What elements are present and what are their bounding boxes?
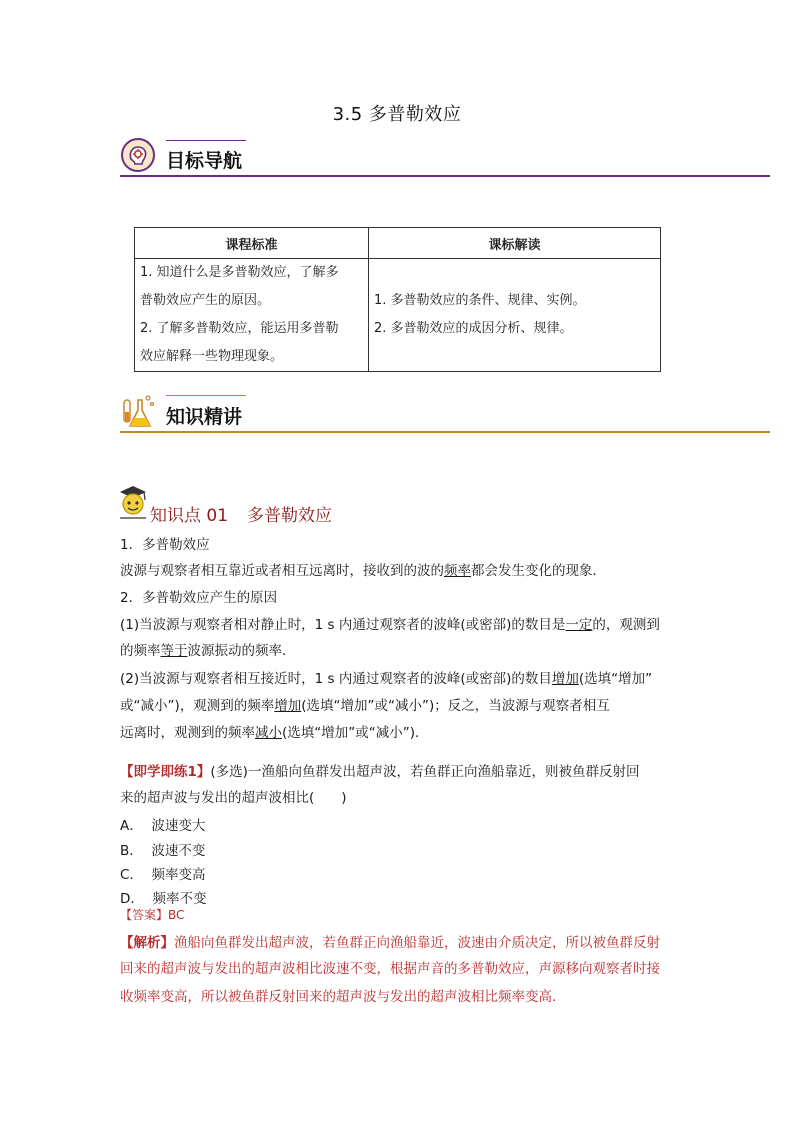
option-text: 频率不变 xyxy=(152,891,207,907)
option-letter: C． xyxy=(120,867,143,883)
text-span: (选填“增加” xyxy=(578,671,653,687)
paragraph-line xyxy=(120,640,296,662)
option-letter: A． xyxy=(120,818,143,834)
knowledge-point-label: 知识点 01 xyxy=(150,506,229,526)
text-span: 渔船向鱼群发出超声波，若鱼群正向渔船靠近，波速由介质决定，所以被鱼群反射 xyxy=(174,935,660,951)
text-span: 波源振动的频率． xyxy=(187,643,296,659)
table-header-standard: 课程标准 xyxy=(135,228,369,259)
table-header-row xyxy=(135,228,661,259)
option-text: 频率变高 xyxy=(151,867,206,883)
table-cell-line: 2. 了解多普勒效应，能运用多普勒 xyxy=(140,321,339,336)
paragraph-line xyxy=(120,695,610,717)
text-span: (选填“增加”或“减小”)；反之，当波源与观察者相互 xyxy=(301,698,610,714)
underlined-answer: 减小 xyxy=(255,725,282,741)
table-cell-interpretation xyxy=(369,259,661,372)
underlined-answer: 增加 xyxy=(551,671,579,687)
answer-label: 【答案】 xyxy=(120,908,169,922)
option-b xyxy=(120,840,205,862)
option-letter: D． xyxy=(120,891,144,907)
analysis-label: 【解析】 xyxy=(120,935,174,951)
table-cell-line: 效应解释一些物理现象。 xyxy=(140,349,284,364)
option-text: 波速不变 xyxy=(151,843,206,859)
table-row xyxy=(135,259,661,372)
section-header-top-rule xyxy=(166,140,246,141)
option-c xyxy=(120,864,206,886)
text-span: 的，观测到 xyxy=(592,617,660,633)
answer-line xyxy=(120,904,184,926)
underlined-answer: 等于 xyxy=(160,643,188,659)
brain-gear-icon xyxy=(120,137,156,173)
lab-flask-icon xyxy=(120,392,156,428)
table-cell-line: 2. 多普勒效应的成因分析、规律。 xyxy=(374,321,573,336)
text-span: 或“减小”)，观测到的频率 xyxy=(120,698,275,714)
analysis-line: 收频率变高，所以被鱼群反射回来的超声波与发出的超声波相比频率变高． xyxy=(120,989,566,1005)
section-header-bottom-rule xyxy=(120,175,770,177)
exercise-question xyxy=(120,761,639,783)
text-span: 都会发生变化的现象． xyxy=(471,563,606,579)
text-span: 的频率 xyxy=(120,643,161,659)
analysis-line xyxy=(120,932,660,954)
page-title: 3.5 多普勒效应 xyxy=(332,104,462,125)
table-cell-standard xyxy=(135,259,369,372)
answer-value: BC xyxy=(168,908,185,922)
heading-1: 1．多普勒效应 xyxy=(120,537,210,553)
knowledge-point-title: 多普勒效应 xyxy=(247,506,332,526)
text-span: 波源与观察者相互靠近或者相互远离时，接收到的波的 xyxy=(120,563,444,579)
table-cell-line: 普勒效应产生的原因。 xyxy=(140,293,271,308)
underlined-answer: 频率 xyxy=(444,563,471,579)
text-span: 远离时，观测到的频率 xyxy=(120,725,255,741)
table-cell-line: 1. 多普勒效应的条件、规律、实例。 xyxy=(374,293,586,308)
text-span: (多选)一渔船向鱼群发出超声波，若鱼群正向渔船靠近，则被鱼群反射回 xyxy=(210,764,640,780)
text-span: (1)当波源与观察者相对静止时，1 s 内通过观察者的波峰(或密部)的数目是 xyxy=(120,617,566,633)
section-header-top-rule xyxy=(166,395,246,396)
underlined-answer: 增加 xyxy=(274,698,302,714)
section-title-goals: 目标导航 xyxy=(166,150,243,172)
paragraph-line xyxy=(120,722,429,744)
exercise-label: 【即学即练1】 xyxy=(120,764,211,780)
section-title-knowledge: 知识精讲 xyxy=(166,406,243,428)
text-span: (2)当波源与观察者相互接近时，1 s 内通过观察者的波峰(或密部)的数目 xyxy=(120,671,552,687)
section-header-bottom-rule xyxy=(120,431,770,433)
paragraph-line xyxy=(120,560,606,582)
analysis-line: 回来的超声波与发出的超声波相比波速不变，根据声音的多普勒效应，声源移向观察者时接 xyxy=(120,961,660,977)
graduate-mascot-icon xyxy=(116,482,150,522)
option-text: 波速变大 xyxy=(151,818,206,834)
option-a xyxy=(120,815,205,837)
curriculum-table xyxy=(134,227,661,372)
paragraph-line xyxy=(120,668,652,690)
text-span: (选填“增加”或“减小”)． xyxy=(282,725,429,741)
table-header-interpretation: 课标解读 xyxy=(369,228,661,259)
heading-2: 2．多普勒效应产生的原因 xyxy=(120,590,278,606)
paragraph-line xyxy=(120,614,660,636)
underlined-answer: 一定 xyxy=(565,617,593,633)
table-cell-line: 1. 知道什么是多普勒效应，了解多 xyxy=(140,265,339,280)
exercise-question: 来的超声波与发出的超声波相比( ) xyxy=(120,790,347,806)
option-letter: B． xyxy=(120,843,143,859)
